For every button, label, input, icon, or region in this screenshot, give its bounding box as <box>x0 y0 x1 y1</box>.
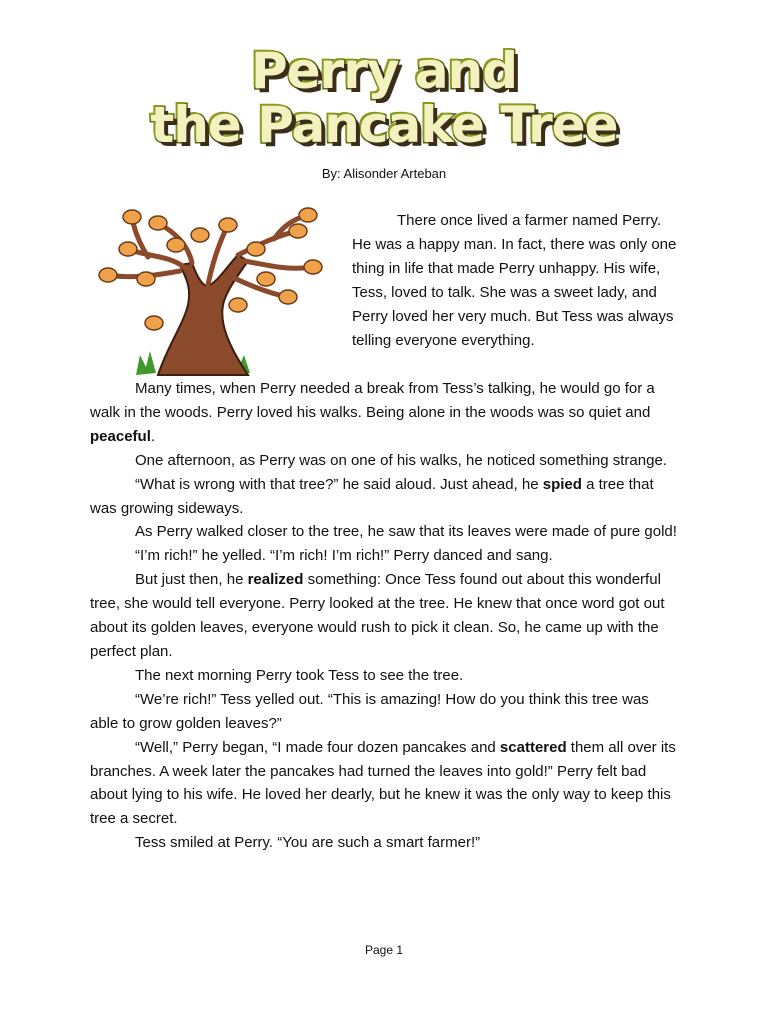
story-body <box>90 377 680 855</box>
tree-branches <box>108 215 313 297</box>
paragraph: “What is wrong with that tree?” he said aloud. Just ahead, he spied a tree that was growing sideways. <box>90 475 654 517</box>
title-line-2: the Pancake Tree <box>150 96 618 154</box>
byline: By: Alisonder Arteban <box>321 166 447 181</box>
vocab-word: spied <box>542 475 582 493</box>
paragraph: One afternoon, as Perry was on one of his walks, he noticed something strange. <box>135 451 667 469</box>
intro-text: There once lived a farmer named Perry. He was a happy man. In fact, there was only one thing in life that made Perry unhappy. His wife, Tess, loved to talk. She was a sweet lady, and Perry loved her very much. But Tess was always telling everyone everything. <box>352 212 677 349</box>
title-line-1: Perry and <box>251 42 517 100</box>
paragraph: “We’re rich!” Tess yelled out. “This is amazing! How do you think this tree was able to grow golden leaves?” <box>90 690 649 732</box>
paragraph: “I’m rich!” he yelled. “I’m rich! I’m rich!” Perry danced and sang. <box>135 547 553 565</box>
title-block <box>0 44 768 152</box>
paragraph: Many times, when Perry needed a break from Tess’s talking, he would go for a walk in the woods. Perry loved his walks. Being alone in the woods was so quiet and peaceful. <box>90 380 655 445</box>
vocab-word: realized <box>247 571 304 589</box>
pancake-tree-illustration <box>88 205 350 377</box>
paragraph: As Perry walked closer to the tree, he saw that its leaves were made of pure gold! <box>135 523 677 541</box>
paragraph: Tess smiled at Perry. “You are such a smart farmer!” <box>135 834 481 852</box>
vocab-word: scattered <box>499 738 567 756</box>
paragraph: But just then, he realized something: Once Tess found out about this wonderful tree, she would tell everyone. Perry looked at the tree. He knew that once word got out about its golden leaves, everyone would rush to pick it clean. So, he came up with the perfect plan. <box>90 571 665 660</box>
page-number: Page 1 <box>364 943 404 957</box>
vocab-word: peaceful <box>90 427 151 445</box>
paragraph: “Well,” Perry began, “I made four dozen pancakes and scattered them all over its branches. A week later the pancakes had turned the leaves into gold!” Perry felt bad about lying to his wife. He loved her dearly, but he knew it was the only way to keep this tree a secret. <box>90 738 676 828</box>
paragraph: The next morning Perry took Tess to see the tree. <box>135 666 464 684</box>
intro-paragraph <box>352 209 682 353</box>
